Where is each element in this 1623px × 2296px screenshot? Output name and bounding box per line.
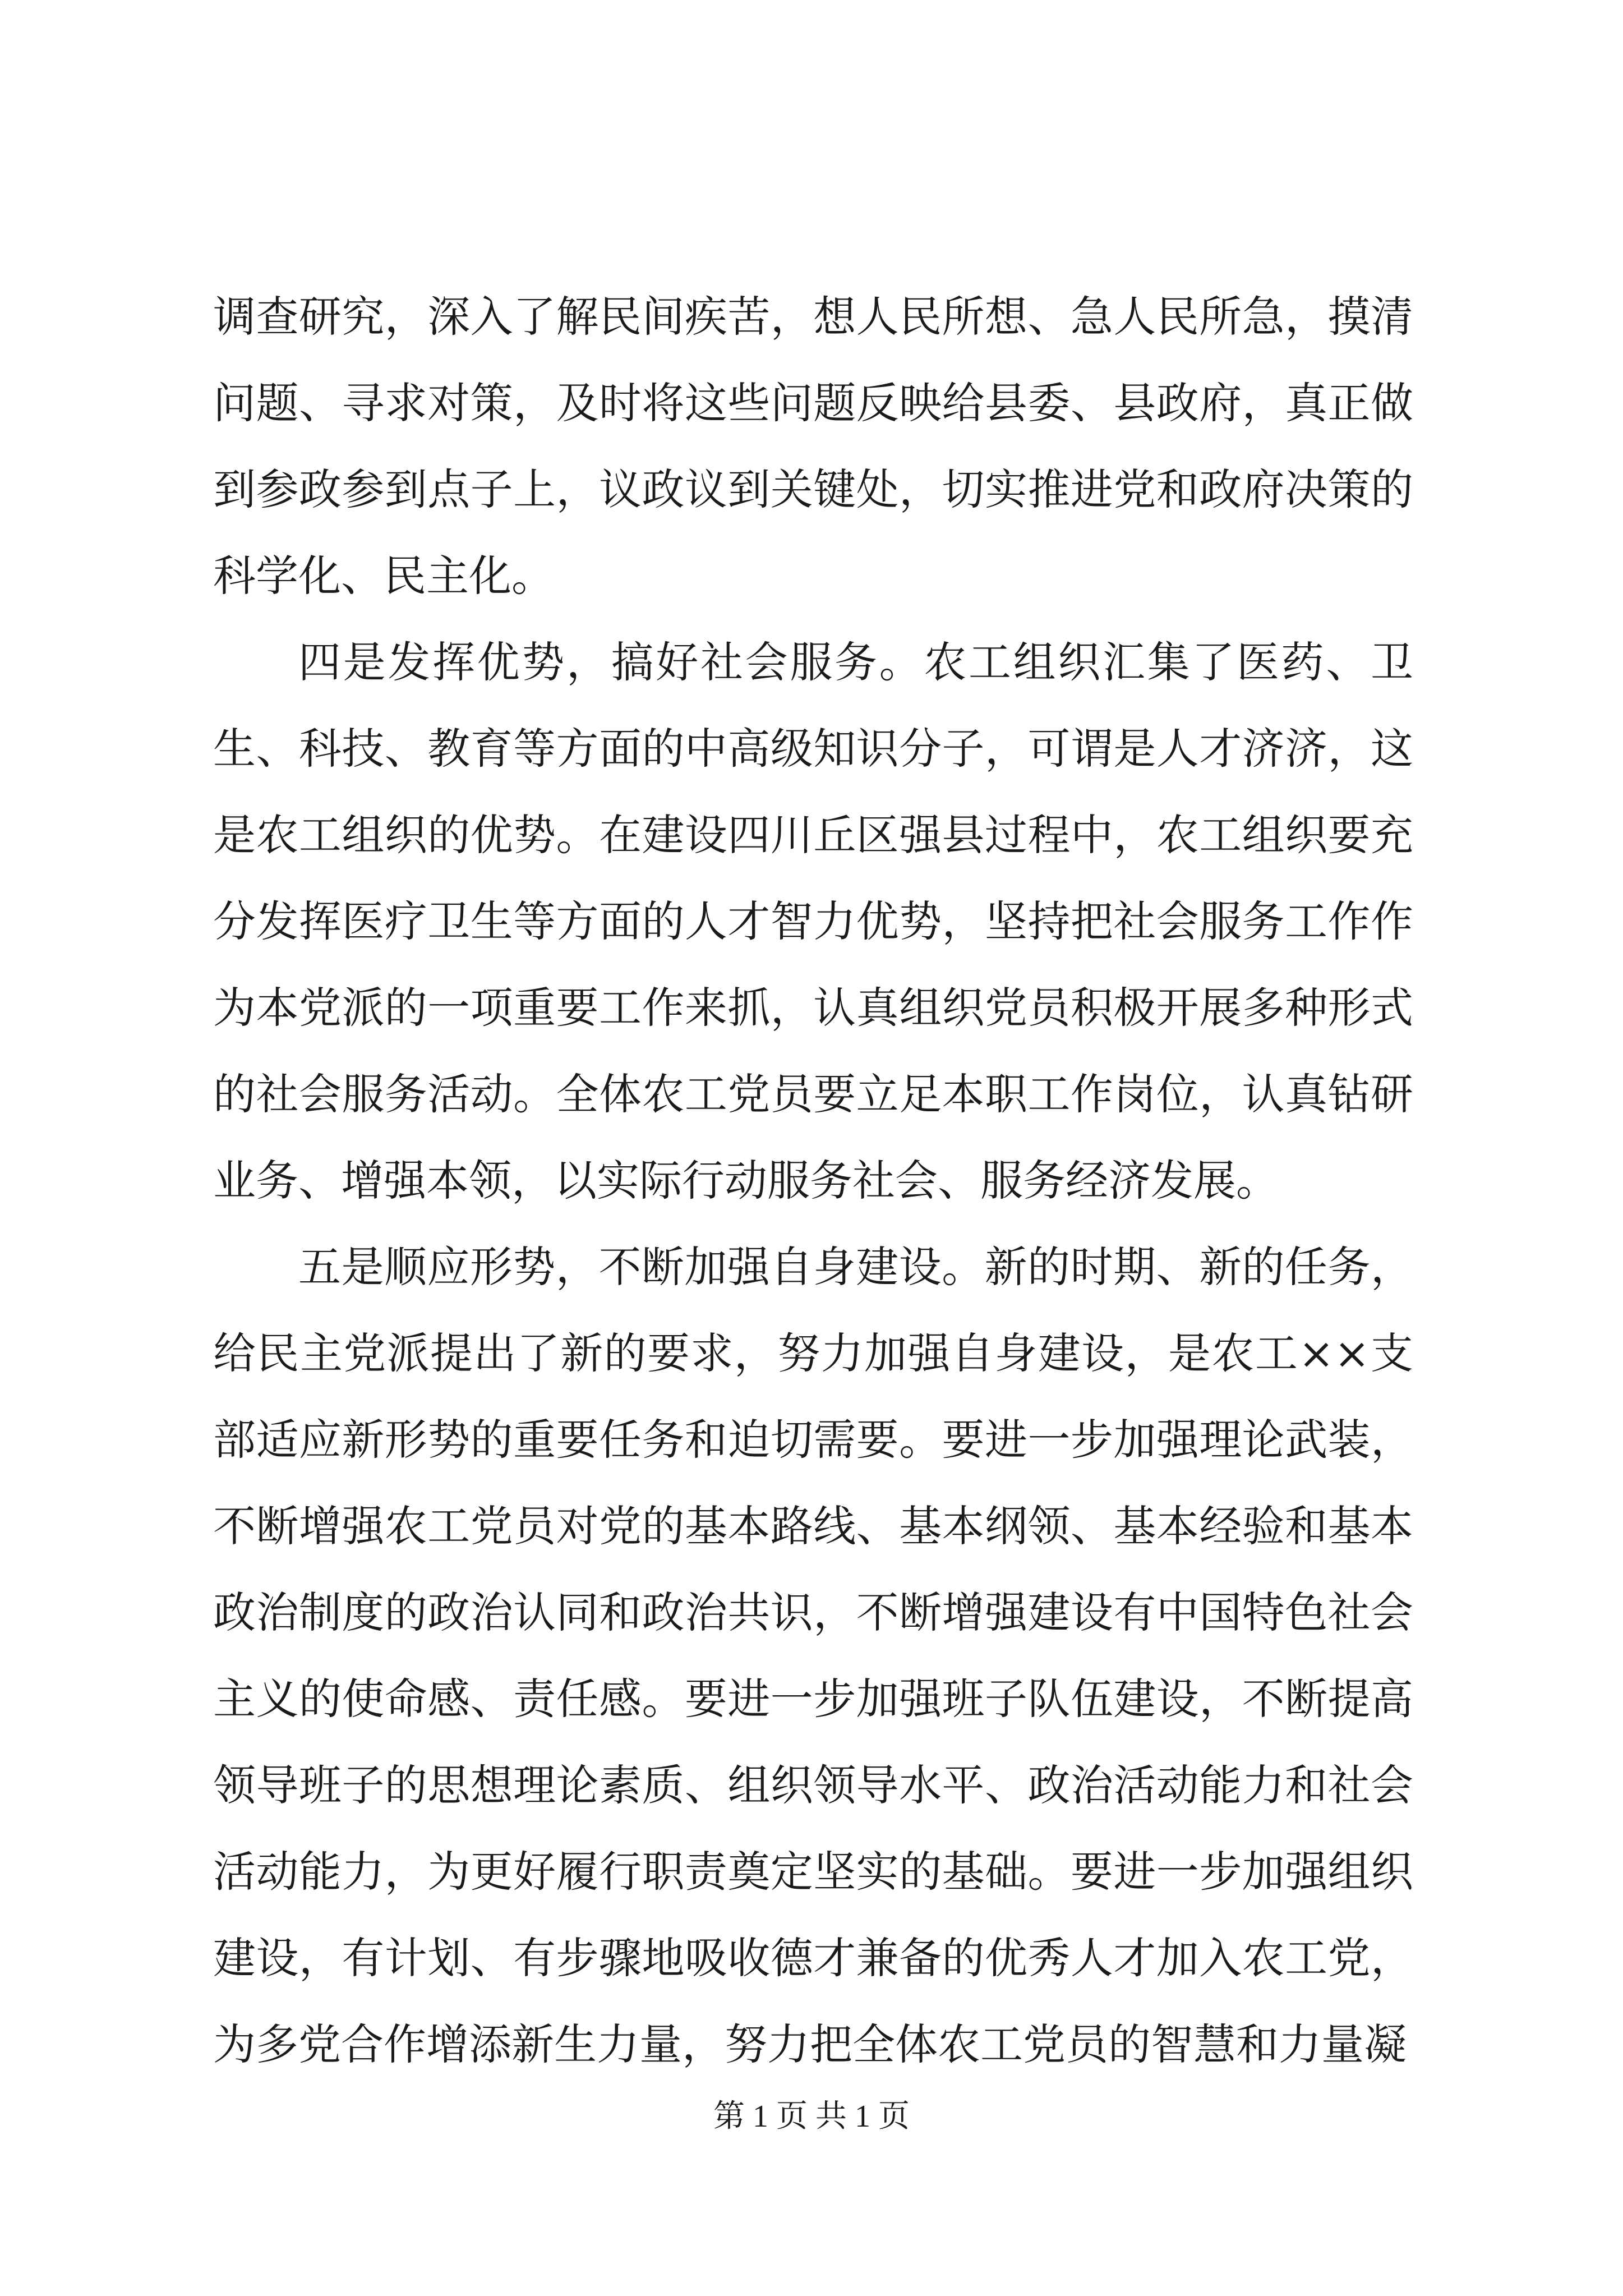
paragraph-3: 五是顺应形势，不断加强自身建设。新的时期、新的任务，给民主党派提出了新的要求，努力加强自身建设，是农工××支部适应新形势的重要任务和迫切需要。要进一步加强理论武装，不断增强农工党员对党的基本路线、基本纲领、基本经验和基本政治制度的政治认同和政治共识，不断增强建设有中国特色社会主义的使命感、责任感。要进一步加强班子队伍建设，不断提高领导班子的思想理论素质、组织领导水平、政治活动能力和社会活动能力，为更好履行职责奠定坚实的基础。要进一步加强组织建设，有计划、有步骤地吸收德才兼备的优秀人才加入农工党，为多党合作增添新生力量，努力把全体农工党员的智慧和力量凝 bbox=[213, 1242, 1413, 2069]
page-footer: 第 1 页 共 1 页 bbox=[713, 2099, 910, 2134]
document-body bbox=[213, 274, 1413, 2088]
paragraph-2: 四是发挥优势，搞好社会服务。农工组织汇集了医药、卫生、科技、教育等方面的中高级知识分子，可谓是人才济济，这是农工组织的优势。在建设四川丘区强县过程中，农工组织要充分发挥医疗卫生等方面的人才智力优势，坚持把社会服务工作作为本党派的一项重要工作来抓，认真组织党员积极开展多种形式的社会服务活动。全体农工党员要立足本职工作岗位，认真钻研业务、增强本领，以实际行动服务社会、服务经济发展。 bbox=[213, 637, 1413, 1205]
paragraph-1: 调查研究，深入了解民间疾苦，想人民所想、急人民所急，摸清问题、寻求对策，及时将这些问题反映给县委、县政府，真正做到参政参到点子上，议政议到关键处，切实推进党和政府决策的科学化、民主化。 bbox=[213, 292, 1413, 601]
